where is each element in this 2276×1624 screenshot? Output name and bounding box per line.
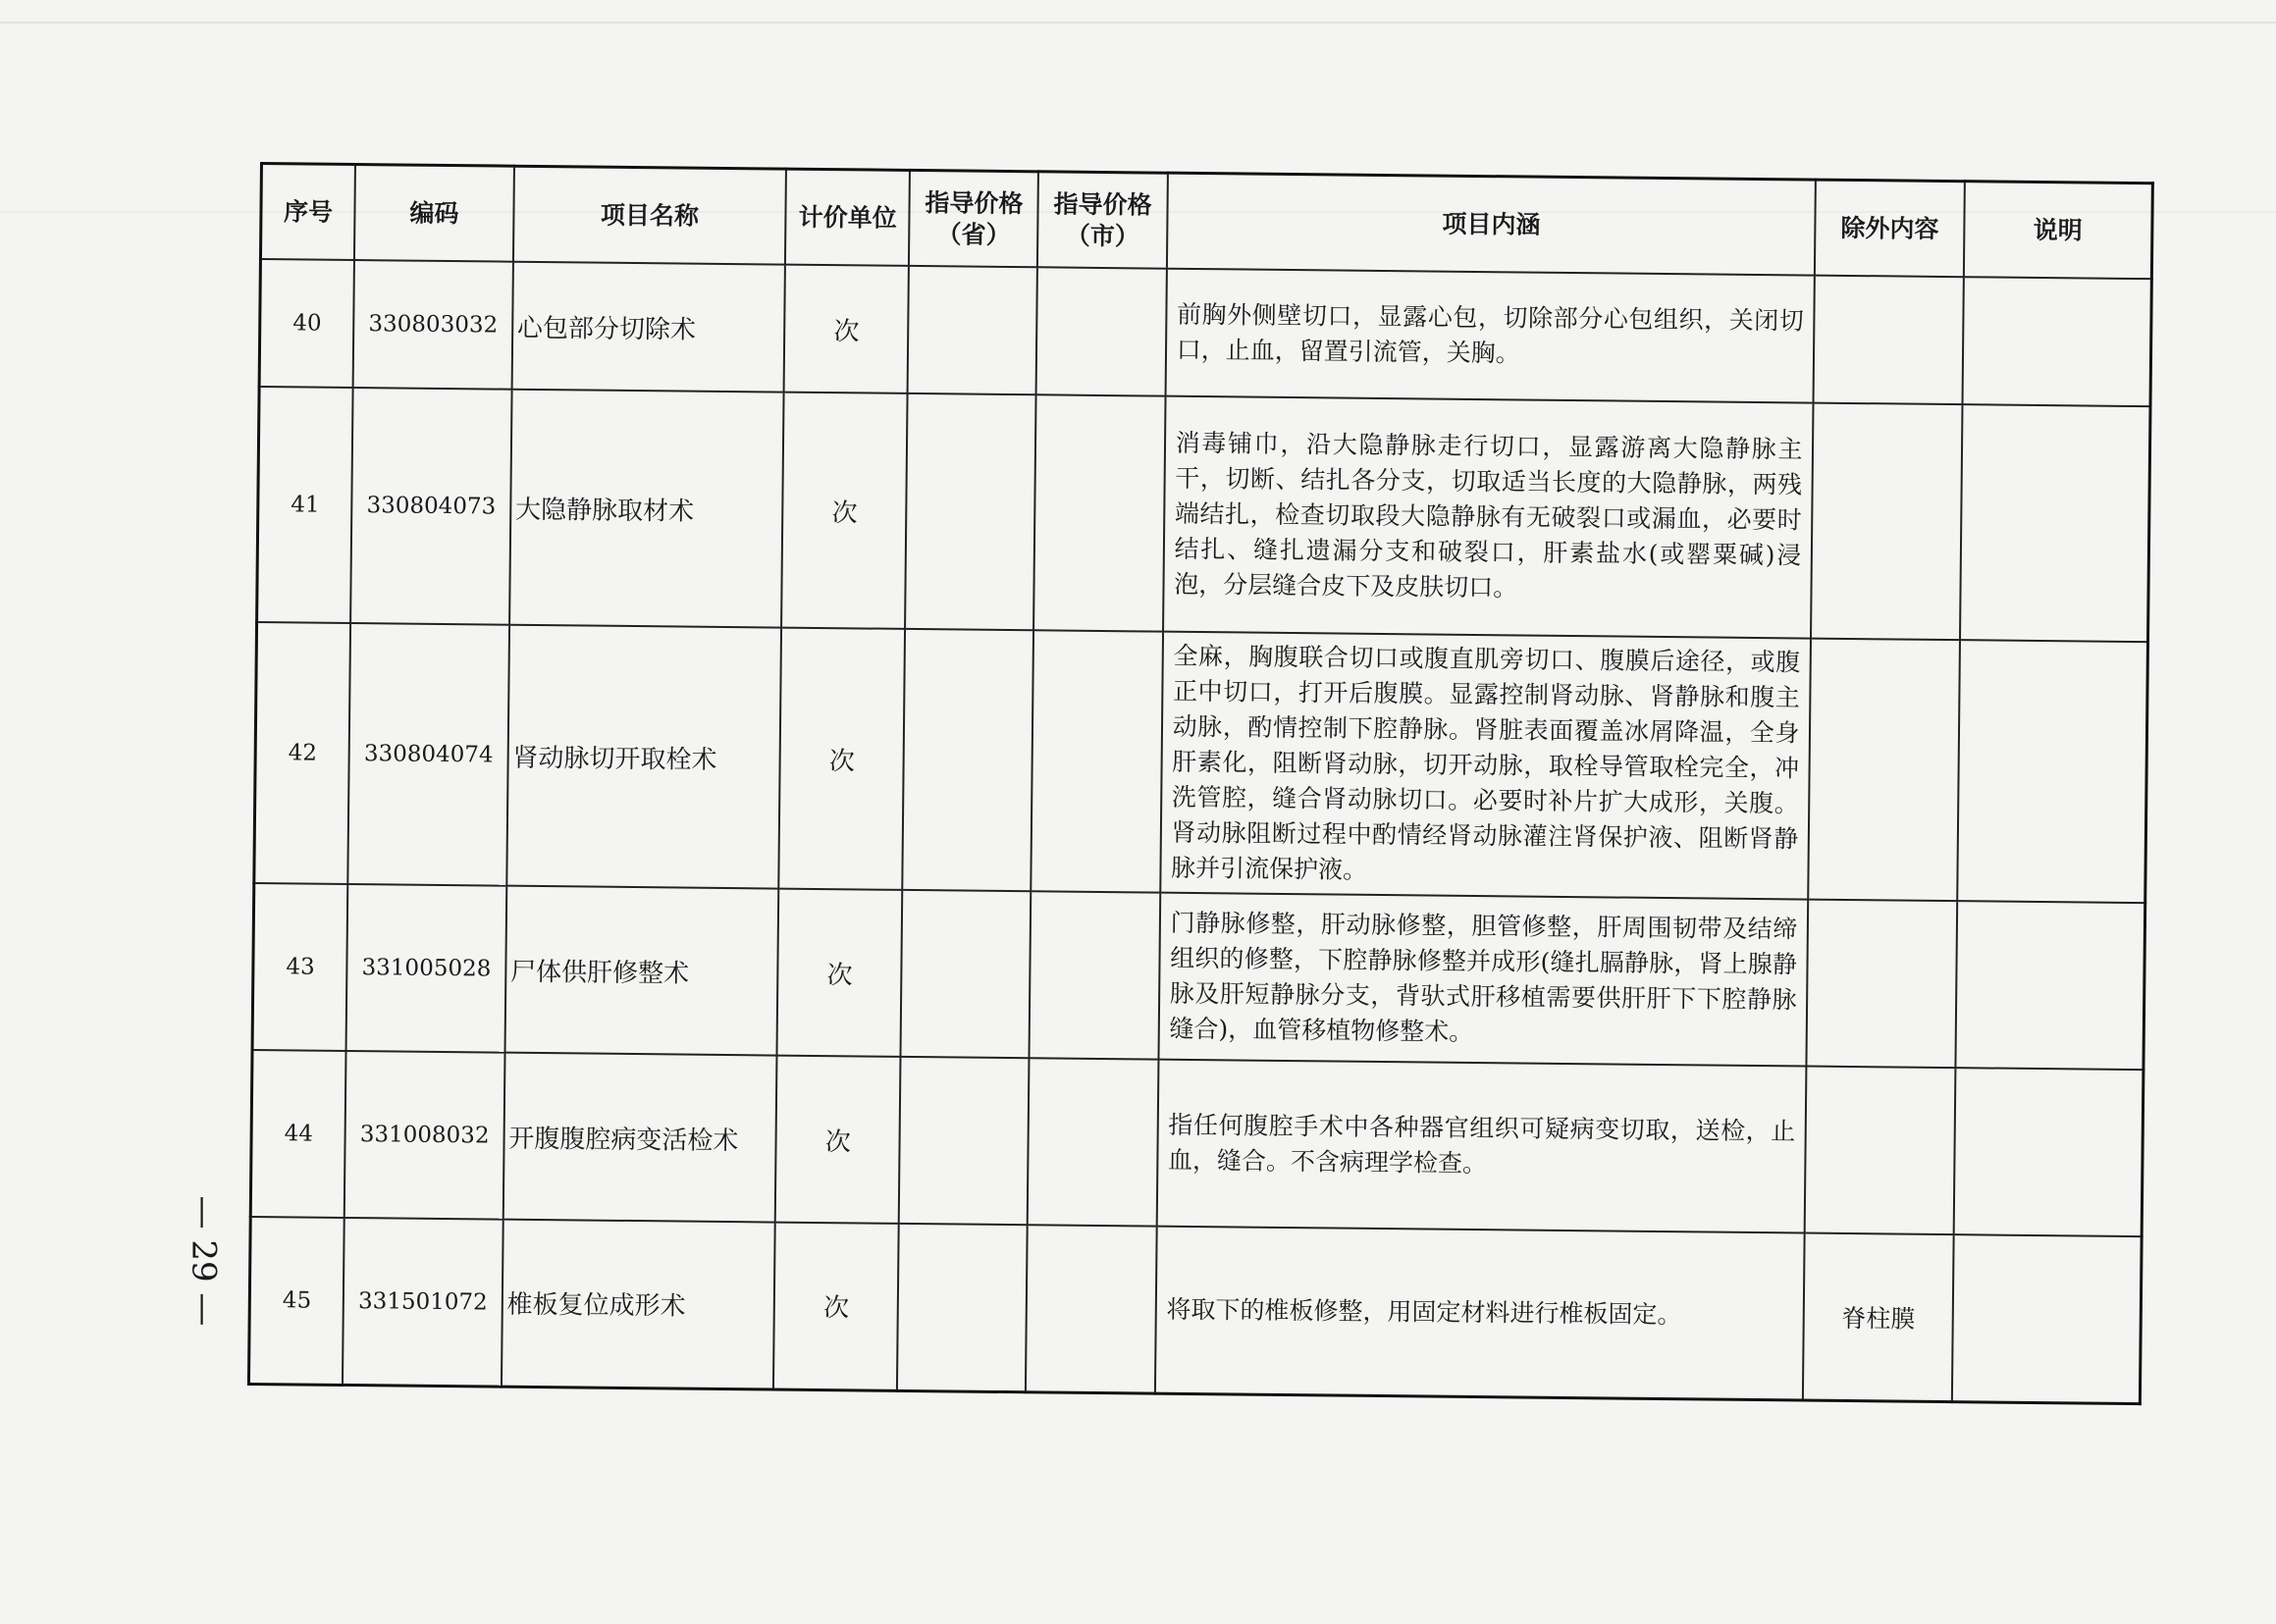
row-price-city (1032, 630, 1163, 892)
row-content: 指任何腹腔手术中各种器官组织可疑病变切取，送检，止血，缝合。不含病理学检查。 (1156, 1060, 1807, 1233)
row-price-city (1034, 394, 1166, 631)
row-code: 330804074 (348, 623, 509, 886)
row-code: 331501072 (343, 1218, 503, 1387)
row-price-province (901, 890, 1032, 1058)
row-exclude (1814, 276, 1964, 405)
row-note (1960, 404, 2150, 642)
row-price-province (897, 1224, 1028, 1391)
row-name: 尸体供肝修整术 (504, 886, 778, 1056)
page-number (169, 1187, 238, 1335)
row-code: 331005028 (346, 884, 506, 1053)
row-no: 42 (254, 622, 351, 884)
row-content: 门静脉修整，肝动脉修整，胆管修整，肝周围韧带及结缔组织的修整，下腔静脉修整并成形(缝扎膈静脉，肾上腺静脉及肝短静脉分支，背驮式肝移植需要供肝肝下下腔静脉缝合)，血管移植物修整术。 (1158, 893, 1809, 1067)
page-number-text: — 29 — (184, 1195, 224, 1327)
row-price-city (1026, 1225, 1156, 1392)
pricing-table-sheet (247, 162, 2154, 1398)
row-name: 心包部分切除术 (511, 262, 785, 393)
header-note: 说明 (1964, 182, 2153, 280)
row-name: 肾动脉切开取栓术 (506, 625, 781, 889)
row-note (1952, 1234, 2142, 1403)
row-exclude (1807, 900, 1957, 1069)
row-no: 44 (250, 1050, 346, 1218)
table-row (254, 622, 2148, 903)
header-price-province (909, 170, 1038, 267)
row-unit: 次 (773, 1223, 899, 1390)
row-note (1962, 277, 2151, 406)
table-row (252, 883, 2145, 1070)
row-unit: 次 (777, 889, 903, 1057)
row-name: 开腹腹腔病变活检术 (503, 1053, 776, 1223)
row-no: 43 (252, 883, 348, 1051)
header-price-city-line1: 指导价格 (1053, 188, 1152, 220)
table-row (250, 1050, 2144, 1236)
table-row (257, 387, 2150, 642)
header-unit: 计价单位 (785, 169, 910, 266)
header-price-city (1037, 172, 1167, 269)
header-no: 序号 (260, 164, 355, 260)
table-row (248, 1217, 2142, 1403)
row-price-province (908, 266, 1038, 394)
row-content: 将取下的椎板修整，用固定材料进行椎板固定。 (1155, 1227, 1806, 1400)
header-price-province-line1: 指导价格 (925, 187, 1024, 218)
header-name: 项目名称 (513, 166, 786, 264)
row-note (1955, 901, 2144, 1070)
row-unit: 次 (784, 265, 909, 393)
header-price-province-line2: （省） (936, 219, 1011, 249)
row-price-city (1030, 891, 1160, 1059)
row-content: 全麻，胸腹联合切口或腹直肌旁切口、腹膜后途径，或腹正中切口，打开后腹膜。显露控制肾动脉、肾静脉和腹主动脉，酌情控制下腔静脉。肾脏表面覆盖冰屑降温，全身肝素化，阻断肾动脉，切开动脉，取栓导管取栓完全，冲洗管腔，缝合肾动脉切口。必要时补片扩大成形，关腹。肾动脉阻断过程中酌情经肾动脉灌注肾保护液、阻断肾静脉并引流保护液。 (1160, 632, 1812, 900)
row-price-province (899, 1057, 1030, 1225)
row-content: 消毒铺巾，沿大隐静脉走行切口，显露游离大隐静脉主干，切断、结扎各分支，切取适当长度的大隐静脉，两残端结扎，检查切取段大隐静脉有无破裂口或漏血，必要时结扎、缝扎遗漏分支和破裂口，肝素盐水(或罂粟碱)浸泡，分层缝合皮下及皮肤切口。 (1163, 396, 1814, 639)
header-content: 项目内涵 (1167, 173, 1817, 275)
row-note (1957, 640, 2147, 903)
row-exclude: 脊柱膜 (1803, 1233, 1953, 1402)
row-no: 45 (248, 1217, 344, 1385)
row-no: 40 (259, 259, 354, 388)
row-exclude (1805, 1067, 1955, 1235)
header-exclude: 除外内容 (1815, 180, 1964, 277)
row-note (1953, 1068, 2143, 1236)
row-name: 大隐静脉取材术 (509, 390, 784, 628)
row-price-city (1036, 267, 1167, 395)
row-code: 331008032 (344, 1051, 504, 1220)
row-content: 前胸外侧壁切口，显露心包，切除部分心包组织，关闭切口，止血，留置引流管，关胸。 (1165, 269, 1815, 403)
pricing-table (247, 162, 2154, 1405)
row-exclude (1809, 639, 1960, 902)
table-row (259, 259, 2151, 406)
row-price-city (1028, 1058, 1158, 1226)
header-code: 编码 (354, 165, 513, 262)
row-unit: 次 (778, 628, 905, 890)
row-code: 330803032 (353, 260, 513, 390)
row-unit: 次 (775, 1056, 901, 1224)
scan-edge-line (0, 22, 2276, 24)
row-name: 椎板复位成形术 (502, 1220, 775, 1389)
row-price-province (905, 393, 1036, 630)
row-exclude (1811, 403, 1962, 641)
row-no: 41 (257, 387, 353, 623)
header-price-city-line2: （市） (1065, 221, 1139, 250)
row-price-province (903, 629, 1034, 891)
row-unit: 次 (781, 393, 908, 629)
row-code: 330804073 (350, 388, 511, 625)
